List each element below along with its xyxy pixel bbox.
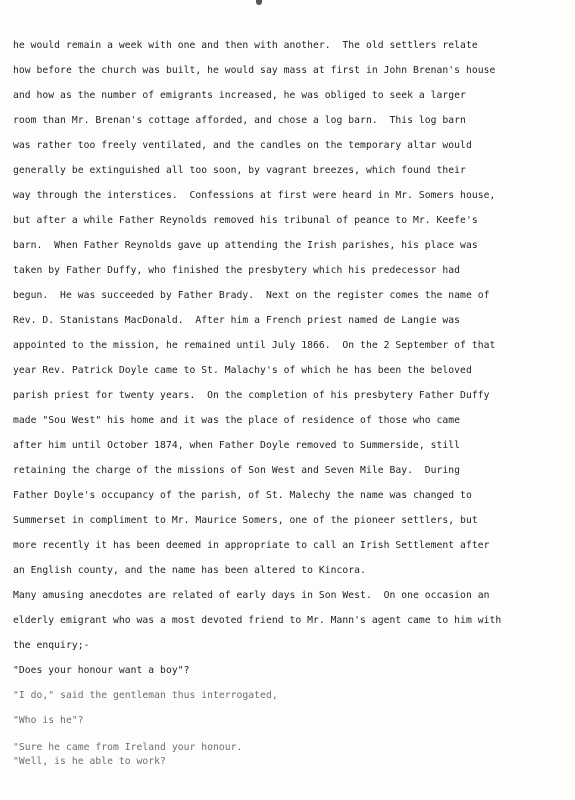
text-line: made "Sou West" his home and it was the place of residence of those who came	[13, 415, 461, 426]
text-line: generally be extinguished all too soon, by vagrant breezes, which found their	[13, 165, 466, 176]
dialogue-line: "Sure he came from Ireland your honour.	[13, 742, 243, 753]
text-line: the enquiry;-	[13, 640, 90, 651]
dialogue-line: "I do," said the gentleman thus interrogated,	[13, 690, 278, 701]
text-line: way through the interstices. Confessions at first were heard in Mr. Somers house,	[13, 190, 496, 201]
text-line: more recently it has been deemed in appropriate to call an Irish Settlement after	[13, 540, 490, 551]
text-line: Father Doyle's occupancy of the parish, of St. Malechy the name was changed to	[13, 490, 472, 501]
text-line: was rather too freely ventilated, and the candles on the temporary altar would	[13, 140, 472, 151]
text-line: barn. When Father Reynolds gave up attending the Irish parishes, his place was	[13, 240, 478, 251]
text-line: and how as the number of emigrants increased, he was obliged to seek a larger	[13, 90, 466, 101]
text-line: appointed to the mission, he remained until July 1866. On the 2 September of that	[13, 340, 496, 351]
text-line: room than Mr. Brenan's cottage afforded, and chose a log barn. This log barn	[13, 115, 466, 126]
text-line: an English county, and the name has been altered to Kincora.	[13, 565, 366, 576]
dialogue-line: "Does your honour want a boy"?	[13, 665, 190, 676]
text-line: retaining the charge of the missions of Son West and Seven Mile Bay. During	[13, 465, 461, 476]
text-line: how before the church was built, he would say mass at first in John Brenan's house	[13, 65, 496, 76]
text-line: elderly emigrant who was a most devoted friend to Mr. Mann's agent came to him with	[13, 615, 502, 626]
text-line: year Rev. Patrick Doyle came to St. Malachy's of which he has been the beloved	[13, 365, 472, 376]
dialogue-line: "Well, is he able to work?	[13, 756, 166, 767]
text-line: Rev. D. Stanistans MacDonald. After him a French priest named de Langie was	[13, 315, 461, 326]
text-line: begun. He was succeeded by Father Brady. Next on the register comes the name of	[13, 290, 490, 301]
text-line: Summerset in compliment to Mr. Maurice Somers, one of the pioneer settlers, but	[13, 515, 478, 526]
dialogue-line: "Who is he"?	[13, 715, 84, 726]
text-line: after him until October 1874, when Father Doyle removed to Summerside, still	[13, 440, 461, 451]
text-line: parish priest for twenty years. On the completion of his presbytery Father Duffy	[13, 390, 490, 401]
punch-mark	[256, 0, 262, 5]
text-line: he would remain a week with one and then with another. The old settlers relate	[13, 40, 478, 51]
text-line: taken by Father Duffy, who finished the presbytery which his predecessor had	[13, 265, 461, 276]
text-line: Many amusing anecdotes are related of early days in Son West. On one occasion an	[13, 590, 490, 601]
text-line: but after a while Father Reynolds removed his tribunal of peance to Mr. Keefe's	[13, 215, 478, 226]
